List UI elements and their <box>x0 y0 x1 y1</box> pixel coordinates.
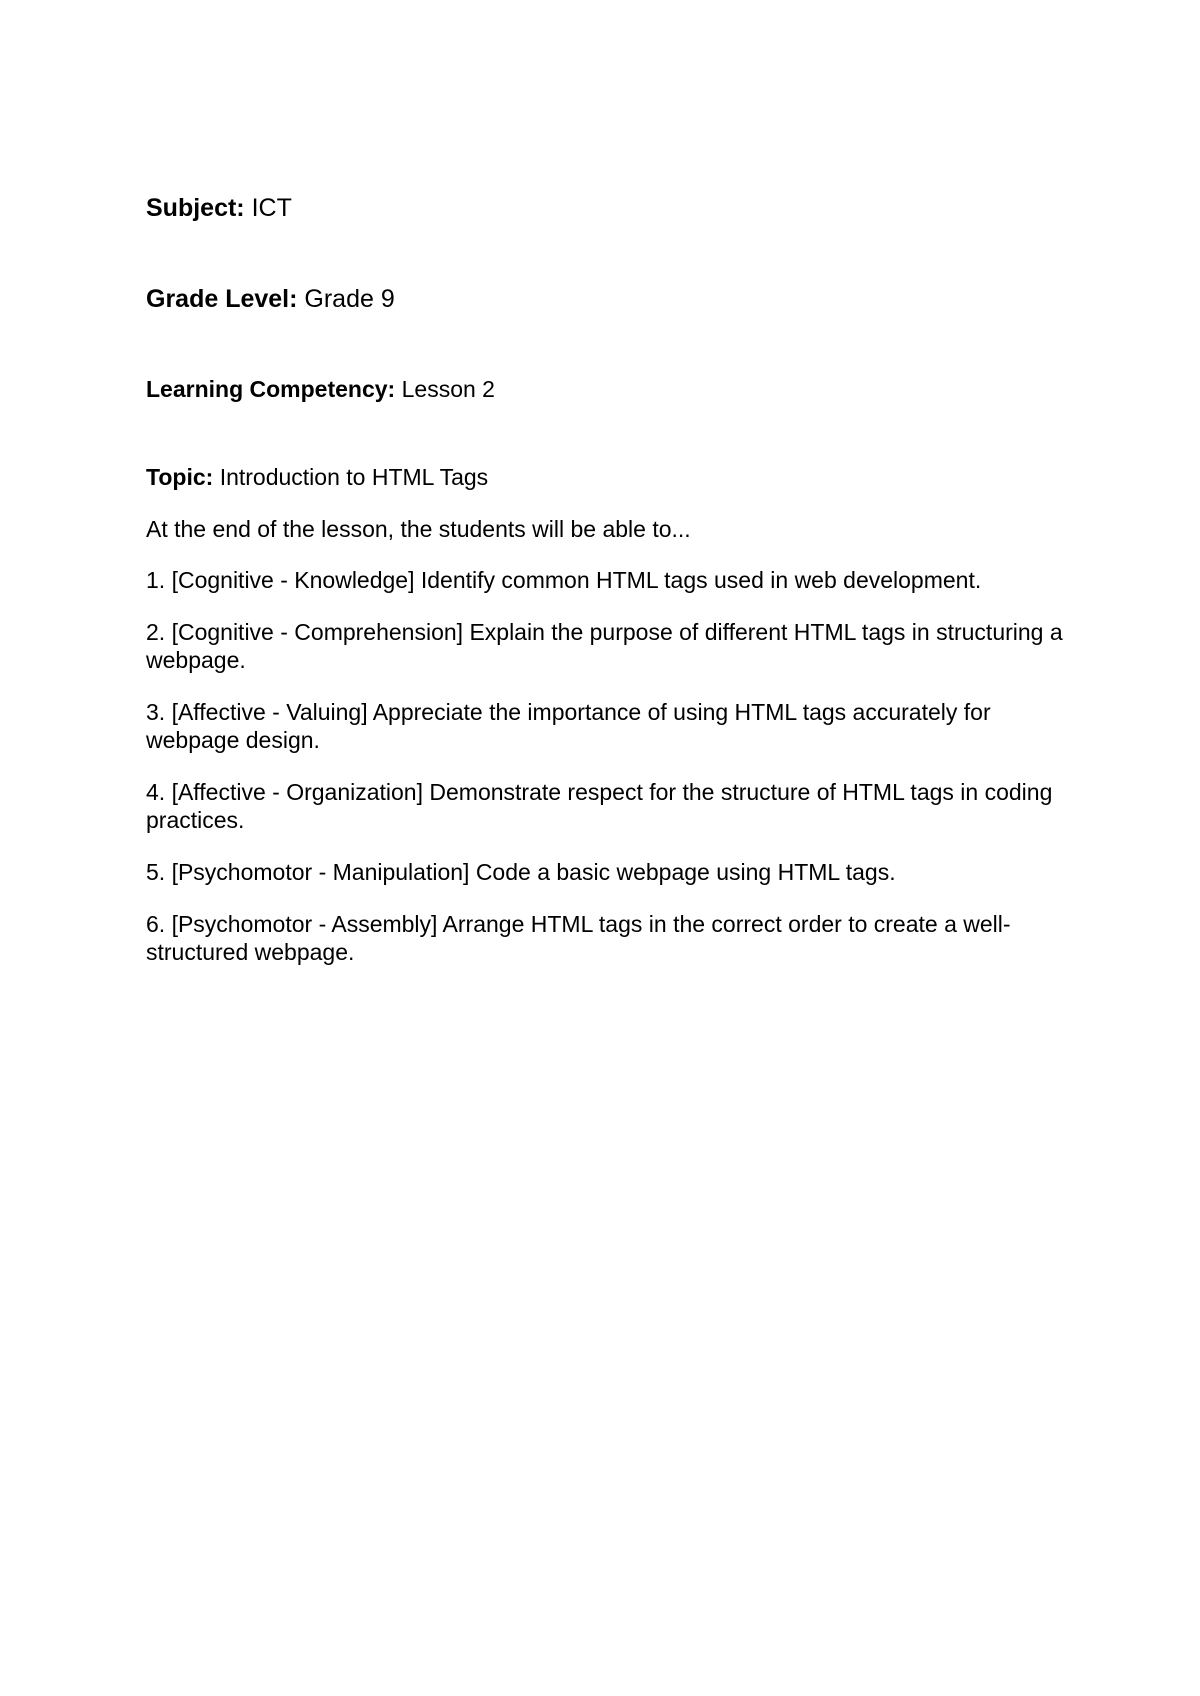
grade-level-value: Grade 9 <box>304 285 395 313</box>
objective-item-2: 2. [Cognitive - Comprehension] Explain the purpose of different HTML tags in structuring a webpage. <box>146 619 1063 673</box>
topic-value: Introduction to HTML Tags <box>219 464 489 490</box>
objective-item-1: 1. [Cognitive - Knowledge] Identify common HTML tags used in web development. <box>146 567 982 593</box>
subject-value: ICT <box>251 194 292 222</box>
subject-line <box>146 193 292 223</box>
topic-label: Topic: <box>146 464 214 490</box>
objectives-intro: At the end of the lesson, the students will be able to... <box>146 516 691 542</box>
grade-level-label: Grade Level: <box>146 285 298 313</box>
objective-item-3: 3. [Affective - Valuing] Appreciate the importance of using HTML tags accurately for webpage design. <box>146 699 991 753</box>
grade-level-line <box>146 284 395 314</box>
learning-competency-line <box>146 374 495 404</box>
learning-competency-value: Lesson 2 <box>401 376 495 402</box>
objectives-list <box>146 566 1066 990</box>
subject-label: Subject: <box>146 194 245 222</box>
learning-competency-label: Learning Competency: <box>146 376 396 402</box>
objective-item-4: 4. [Affective - Organization] Demonstrate respect for the structure of HTML tags in coding practices. <box>146 779 1053 833</box>
topic-line <box>146 462 488 492</box>
objective-item-6: 6. [Psychomotor - Assembly] Arrange HTML tags in the correct order to create a well-structured webpage. <box>146 911 1011 965</box>
objective-item-5: 5. [Psychomotor - Manipulation] Code a basic webpage using HTML tags. <box>146 859 896 885</box>
